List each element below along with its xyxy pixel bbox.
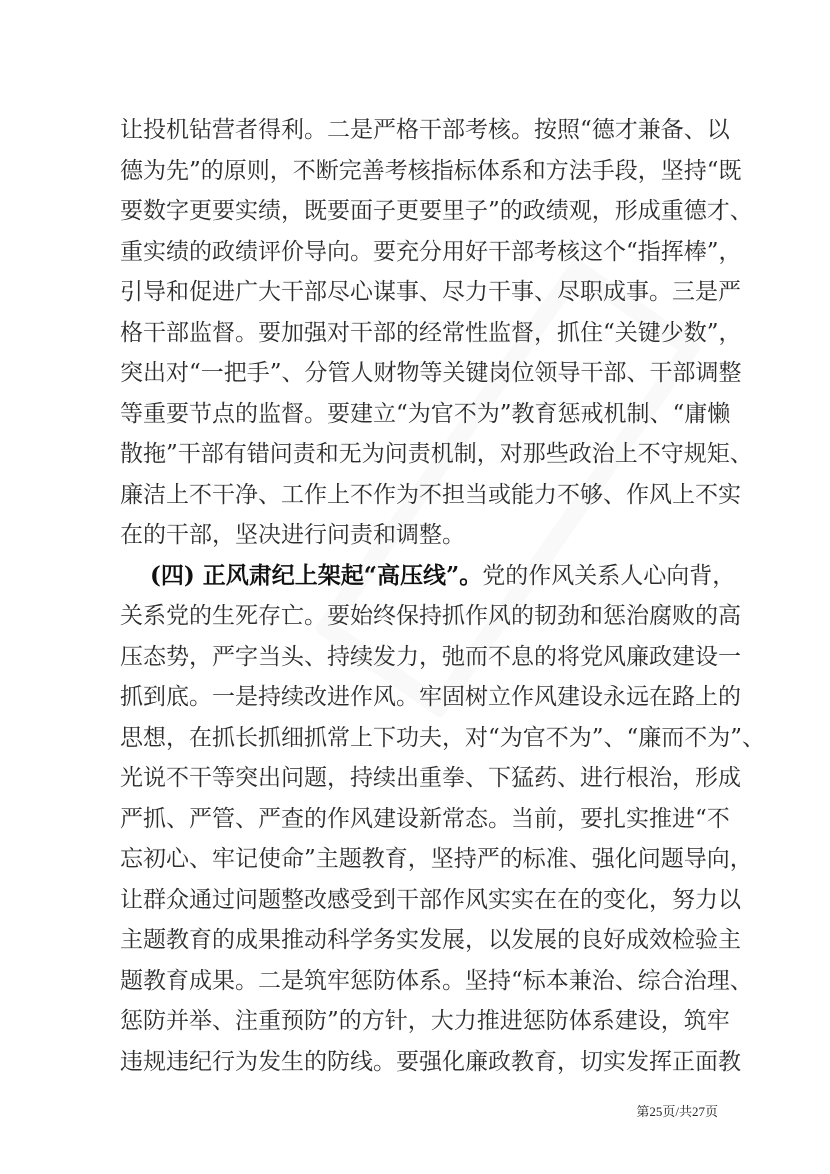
text-line: 让投机钻营者得利。二是严格干部考核。按照“德才兼备、以 [120, 117, 730, 143]
text-line: 重实绩的政绩评价导向。要充分用好干部考核这个“指挥棒”， [120, 238, 742, 265]
text-line: 忘初心、牢记使命”主题教育，坚持严的标准、强化问题导向， [120, 846, 753, 872]
section-heading-line [150, 560, 736, 592]
page-number: 第25页/共27页 [636, 1104, 718, 1119]
text-line: 惩防并举、注重预防”的方针，大力推进惩防体系建设，筑牢 [120, 1008, 730, 1034]
text-line: 题教育成果。二是筑牢惩防体系。坚持“标本兼治、综合治理、 [120, 967, 753, 994]
text-line: 思想，在抓长抓细抓常上下功夫，对“为官不为”、“廉而不为”、 [120, 724, 766, 751]
text-line: 违规违纪行为发生的防线。要强化廉政教育，切实发挥正面教 [120, 1048, 741, 1075]
text-line: 要数字更要实绩，既要面子更要里子”的政绩观，形成重德才、 [120, 198, 753, 224]
text-line: 廉洁上不干净、工作上不作为不担当或能力不够、作风上不实 [120, 481, 741, 508]
text-line: 突出对“一把手”、分管人财物等关键岗位领导干部、干部调整 [120, 360, 742, 386]
text-line: 在的干部，坚决进行问责和调整。 [120, 522, 465, 548]
text-line: 主题教育的成果推动科学务实发展，以发展的良好成效检验主 [120, 927, 741, 953]
text-line: 格干部监督。要加强对干部的经常性监督，抓住“关键少数”， [120, 319, 742, 346]
text-line: 引导和促进广大干部尽心谋事、尽力干事、尽职成事。三是严 [120, 279, 741, 305]
text-line: 散拖”干部有错问责和无为问责机制，对那些政治上不守规矩、 [120, 441, 753, 467]
text-line: 严抓、严管、严查的作风建设新常态。当前，要扎实推进“不 [120, 805, 730, 832]
text-line: 等重要节点的监督。要建立“为官不为”教育惩戒机制、“庸懒 [120, 400, 731, 427]
text-line: 让群众通过问题整改感受到干部作风实实在在的变化，努力以 [120, 886, 741, 913]
section-heading: (四) 正风肃纪上架起“高压线”。 [150, 561, 483, 589]
text-line: 德为先”的原则，不断完善考核指标体系和方法手段，坚持“既 [120, 157, 742, 184]
text-line: 关系党的生死存亡。要始终保持抓作风的韧劲和惩治腐败的高 [120, 603, 741, 629]
text-line: 抓到底。一是持续改进作风。牢固树立作风建设永远在路上的 [120, 684, 741, 710]
text-line: 压态势，严字当头、持续发力，弛而不息的将党风廉政建设一 [120, 643, 741, 670]
text-line: 光说不干等突出问题，持续出重拳、下猛药、进行根治，形成 [120, 765, 741, 791]
heading-rest: 党的作风关系人心向背， [482, 562, 736, 589]
